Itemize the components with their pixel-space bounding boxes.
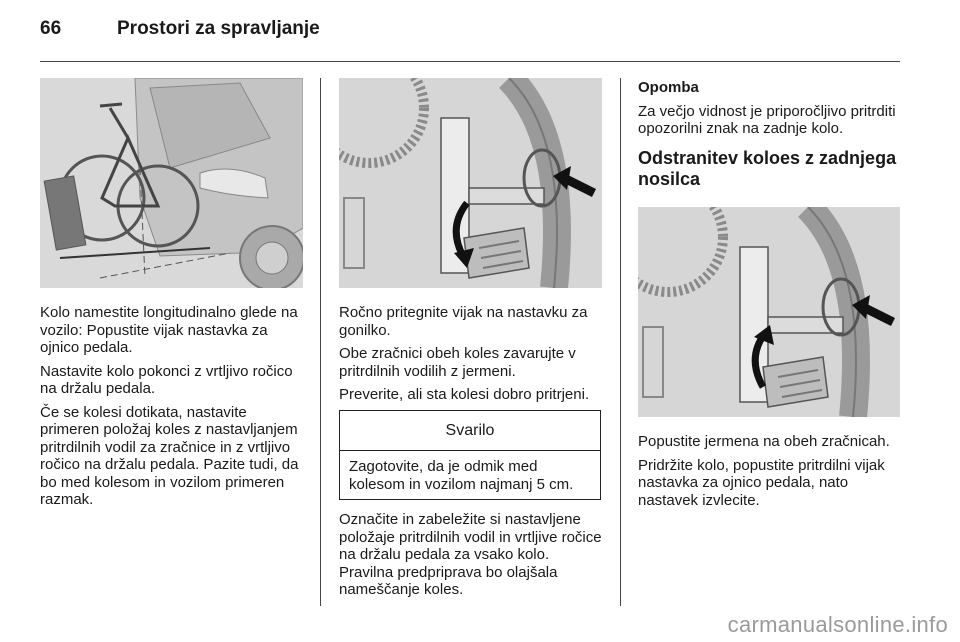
column-2-bottom-text bbox=[339, 511, 605, 605]
column-divider-2 bbox=[620, 78, 621, 606]
page-number: 66 bbox=[40, 18, 62, 39]
paragraph: Ročno pritegnite vijak na nastavku za gonilko. bbox=[339, 304, 588, 339]
paragraph: Označite in zabeležite si nastavljene položaje pritrdilnih vodil in vrtljive ročice na držalu pedala za vsako kolo. Pravilna predpriprava bo olajšala nameščanje koles. bbox=[339, 511, 602, 598]
column-3-top-text bbox=[638, 79, 900, 190]
section-heading: Odstranitev koloes z zadnjega nosilca bbox=[638, 147, 897, 189]
header-divider bbox=[40, 61, 900, 62]
pedal-holder-tighten-illustration bbox=[339, 78, 602, 288]
paragraph: Popustite jermena na obeh zračnicah. bbox=[638, 433, 890, 450]
warning-box bbox=[339, 410, 601, 500]
paragraph: Kolo namestite longitudinalno glede na vozilo: Popustite vijak nastavka za ojnico pedala. bbox=[40, 304, 298, 356]
paragraph: Preverite, ali sta kolesi dobro pritrjeni. bbox=[339, 386, 590, 403]
column-3-bottom-text bbox=[638, 433, 904, 515]
column-1-text bbox=[40, 304, 306, 515]
paragraph: Obe zračnici obeh koles zavarujte v pritrdilnih vodilih z jermeni. bbox=[339, 345, 576, 380]
column-2-text bbox=[339, 304, 605, 410]
warning-text: Zagotovite, da je odmik med kolesom in vozilom najmanj 5 cm. bbox=[349, 458, 574, 493]
warning-title: Svarilo bbox=[340, 411, 600, 451]
paragraph: Če se kolesi dotikata, nastavite primeren položaj koles z nastavljanjem pritrdilnih vodil za zračnice in z vrtljivo ročico na držalu pedala. Pazite tudi, da bo med kolesom in vozilom primeren razmak. bbox=[40, 403, 299, 508]
column-divider-1 bbox=[320, 78, 321, 606]
watermark: carmanualsonline.info bbox=[727, 612, 948, 637]
paragraph: Pridržite kolo, popustite pritrdilni vijak nastavka za ojnico pedala, nato nastavek izvlecite. bbox=[638, 456, 885, 509]
note-text: Za večjo vidnost je priporočljivo pritrditi opozorilni znak na zadnje kolo. bbox=[638, 102, 896, 137]
bike-rack-car-illustration bbox=[40, 78, 303, 288]
pedal-holder-release-illustration bbox=[638, 207, 900, 417]
page-title: Prostori za spravljanje bbox=[117, 18, 320, 39]
note-title: Opomba bbox=[638, 79, 699, 96]
paragraph: Nastavite kolo pokonci z vrtljivo ročico na držalu pedala. bbox=[40, 362, 293, 397]
